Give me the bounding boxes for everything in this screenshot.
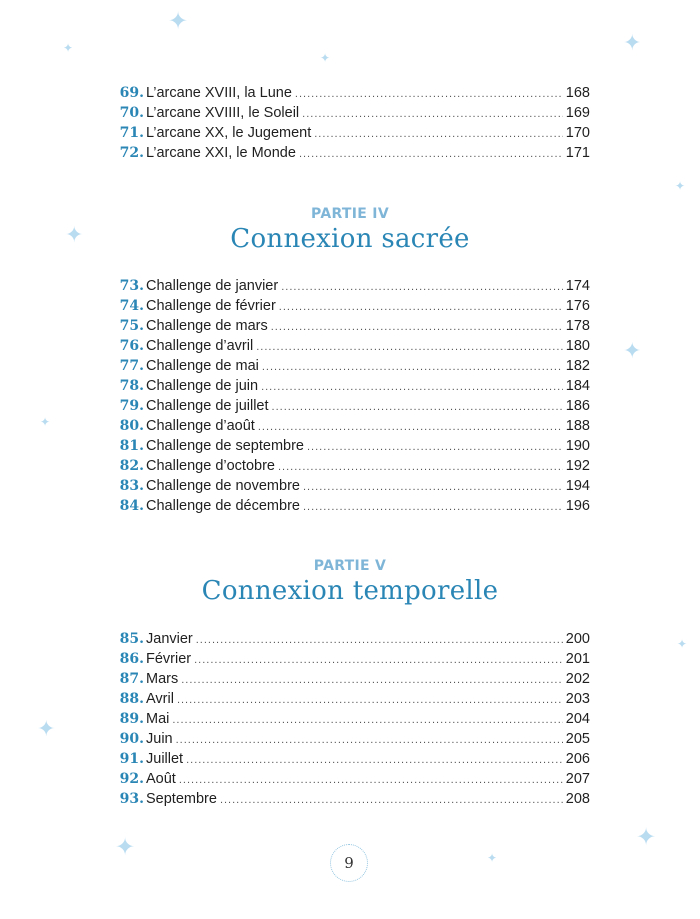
entry-number: 92. — [119, 771, 144, 787]
dot-leader — [181, 674, 563, 686]
dot-leader — [186, 754, 563, 766]
dot-leader — [271, 321, 563, 333]
dot-leader — [262, 361, 563, 373]
toc-entry[interactable] — [118, 771, 590, 791]
entry-number: 84. — [119, 498, 144, 514]
dot-leader — [279, 301, 563, 313]
dot-leader — [196, 634, 563, 646]
entry-title: L’arcane XXI, le Monde — [146, 145, 296, 161]
page-number: 9 — [330, 844, 368, 882]
entry-title: Challenge de mars — [146, 318, 268, 334]
entry-title: Août — [146, 771, 176, 787]
entry-number: 79. — [119, 398, 144, 414]
dot-leader — [278, 461, 563, 473]
entry-title: Challenge d’août — [146, 418, 255, 434]
sparkle-icon: ✦ — [623, 30, 642, 55]
entry-page: 188 — [565, 418, 590, 434]
entry-page: 192 — [565, 458, 590, 474]
entry-page: 178 — [565, 318, 590, 334]
entry-number: 76. — [119, 338, 144, 354]
entry-title: Mai — [146, 711, 170, 727]
toc-entry[interactable] — [118, 398, 590, 418]
entry-page: 204 — [565, 711, 590, 727]
part-v-label: PARTIE V — [313, 558, 387, 574]
entry-page: 206 — [565, 751, 590, 767]
toc-entry[interactable] — [118, 338, 590, 358]
dot-leader — [172, 714, 562, 726]
entry-title: L’arcane XVIIII, le Soleil — [146, 105, 300, 121]
entry-page: 184 — [565, 378, 590, 394]
toc-entry[interactable] — [118, 358, 590, 378]
sparkle-icon: ✦ — [40, 415, 51, 429]
dot-leader — [272, 401, 563, 413]
entry-title: Challenge de février — [146, 298, 276, 314]
dot-leader — [295, 88, 563, 100]
sparkle-icon: ✦ — [675, 179, 686, 193]
entry-number: 83. — [119, 478, 144, 494]
dot-leader — [307, 441, 563, 453]
entry-page: 170 — [565, 125, 590, 141]
entry-number: 88. — [119, 691, 144, 707]
sparkle-icon: ✦ — [320, 51, 331, 65]
entry-title: Challenge de décembre — [146, 498, 300, 514]
entry-page: 194 — [565, 478, 590, 494]
sparkle-icon: ✦ — [623, 338, 642, 363]
toc-entry[interactable] — [118, 751, 590, 771]
entry-number: 87. — [119, 671, 144, 687]
toc-list-part-v — [118, 631, 590, 811]
entry-number: 72. — [119, 145, 144, 161]
entry-title: Challenge d’octobre — [146, 458, 275, 474]
toc-entry[interactable] — [118, 791, 590, 811]
entry-page: 186 — [565, 398, 590, 414]
entry-title: Challenge de juillet — [146, 398, 269, 414]
entry-page: 168 — [565, 85, 590, 101]
toc-entry[interactable] — [118, 318, 590, 338]
entry-number: 78. — [119, 378, 144, 394]
entry-number: 93. — [119, 791, 144, 807]
entry-page: 174 — [565, 278, 590, 294]
toc-entry[interactable] — [118, 85, 590, 105]
dot-leader — [314, 128, 563, 140]
entry-number: 80. — [119, 418, 144, 434]
entry-title: Challenge de septembre — [146, 438, 304, 454]
sparkle-icon: ✦ — [636, 824, 657, 851]
entry-page: 207 — [565, 771, 590, 787]
entry-number: 73. — [119, 278, 144, 294]
toc-entry[interactable] — [118, 145, 590, 165]
entry-title: Septembre — [146, 791, 217, 807]
entry-page: 205 — [565, 731, 590, 747]
entry-page: 200 — [565, 631, 590, 647]
entry-title: Avril — [146, 691, 174, 707]
sparkle-icon: ✦ — [487, 851, 498, 865]
entry-title: Mars — [146, 671, 179, 687]
sparkle-icon: ✦ — [115, 834, 136, 861]
entry-page: 190 — [565, 438, 590, 454]
entry-title: Challenge d’avril — [146, 338, 254, 354]
toc-entry[interactable] — [118, 418, 590, 438]
entry-number: 77. — [119, 358, 144, 374]
entry-title: L’arcane XVIII, la Lune — [146, 85, 292, 101]
sparkle-icon: ✦ — [677, 637, 688, 651]
entry-title: Challenge de novembre — [146, 478, 300, 494]
part-v-title: Connexion temporelle — [201, 576, 499, 606]
toc-list-part-iv — [118, 278, 590, 518]
entry-page: 171 — [565, 145, 590, 161]
entry-page: 169 — [565, 105, 590, 121]
entry-page: 176 — [565, 298, 590, 314]
entry-title: L’arcane XX, le Jugement — [146, 125, 312, 141]
entry-number: 74. — [119, 298, 144, 314]
entry-title: Juillet — [146, 751, 184, 767]
dot-leader — [194, 654, 563, 666]
toc-entry[interactable] — [118, 731, 590, 751]
toc-entry[interactable] — [118, 298, 590, 318]
dot-leader — [303, 481, 563, 493]
entry-page: 182 — [565, 358, 590, 374]
dot-leader — [303, 501, 563, 513]
toc-entry[interactable] — [118, 478, 590, 498]
toc-entry[interactable] — [118, 125, 590, 145]
entry-page: 208 — [565, 791, 590, 807]
entry-page: 203 — [565, 691, 590, 707]
entry-title: Challenge de mai — [146, 358, 259, 374]
toc-entry[interactable] — [118, 711, 590, 731]
toc-entry[interactable] — [118, 631, 590, 651]
entry-page: 196 — [565, 498, 590, 514]
entry-number: 71. — [119, 125, 144, 141]
entry-page: 180 — [565, 338, 590, 354]
toc-entry[interactable] — [118, 691, 590, 711]
part-iv-title: Connexion sacrée — [230, 224, 470, 254]
sparkle-icon: ✦ — [168, 8, 189, 35]
entry-number: 75. — [119, 318, 144, 334]
toc-list-top — [118, 85, 590, 165]
entry-page: 202 — [565, 671, 590, 687]
toc-entry[interactable] — [118, 671, 590, 691]
toc-entry[interactable] — [118, 105, 590, 125]
toc-entry[interactable] — [118, 438, 590, 458]
dot-leader — [281, 281, 563, 293]
toc-entry[interactable] — [118, 378, 590, 398]
dot-leader — [179, 774, 563, 786]
entry-title: Janvier — [146, 631, 193, 647]
sparkle-icon: ✦ — [37, 716, 56, 741]
entry-title: Challenge de janvier — [146, 278, 279, 294]
part-iv-label: PARTIE IV — [311, 206, 389, 222]
toc-entry[interactable] — [118, 498, 590, 518]
toc-entry[interactable] — [118, 278, 590, 298]
dot-leader — [302, 108, 563, 120]
entry-number: 69. — [119, 85, 144, 101]
toc-entry[interactable] — [118, 651, 590, 671]
dot-leader — [177, 694, 563, 706]
dot-leader — [299, 148, 563, 160]
dot-leader — [258, 421, 563, 433]
toc-entry[interactable] — [118, 458, 590, 478]
dot-leader — [176, 734, 563, 746]
dot-leader — [261, 381, 563, 393]
entry-number: 86. — [119, 651, 144, 667]
sparkle-icon: ✦ — [65, 222, 84, 247]
entry-number: 85. — [119, 631, 144, 647]
entry-number: 90. — [119, 731, 144, 747]
entry-number: 70. — [119, 105, 144, 121]
entry-page: 201 — [565, 651, 590, 667]
sparkle-icon: ✦ — [63, 41, 74, 55]
entry-title: Février — [146, 651, 192, 667]
dot-leader — [256, 341, 563, 353]
dot-leader — [220, 794, 563, 806]
entry-title: Challenge de juin — [146, 378, 259, 394]
entry-number: 82. — [119, 458, 144, 474]
entry-number: 89. — [119, 711, 144, 727]
entry-number: 91. — [119, 751, 144, 767]
entry-title: Juin — [146, 731, 173, 747]
entry-number: 81. — [119, 438, 144, 454]
